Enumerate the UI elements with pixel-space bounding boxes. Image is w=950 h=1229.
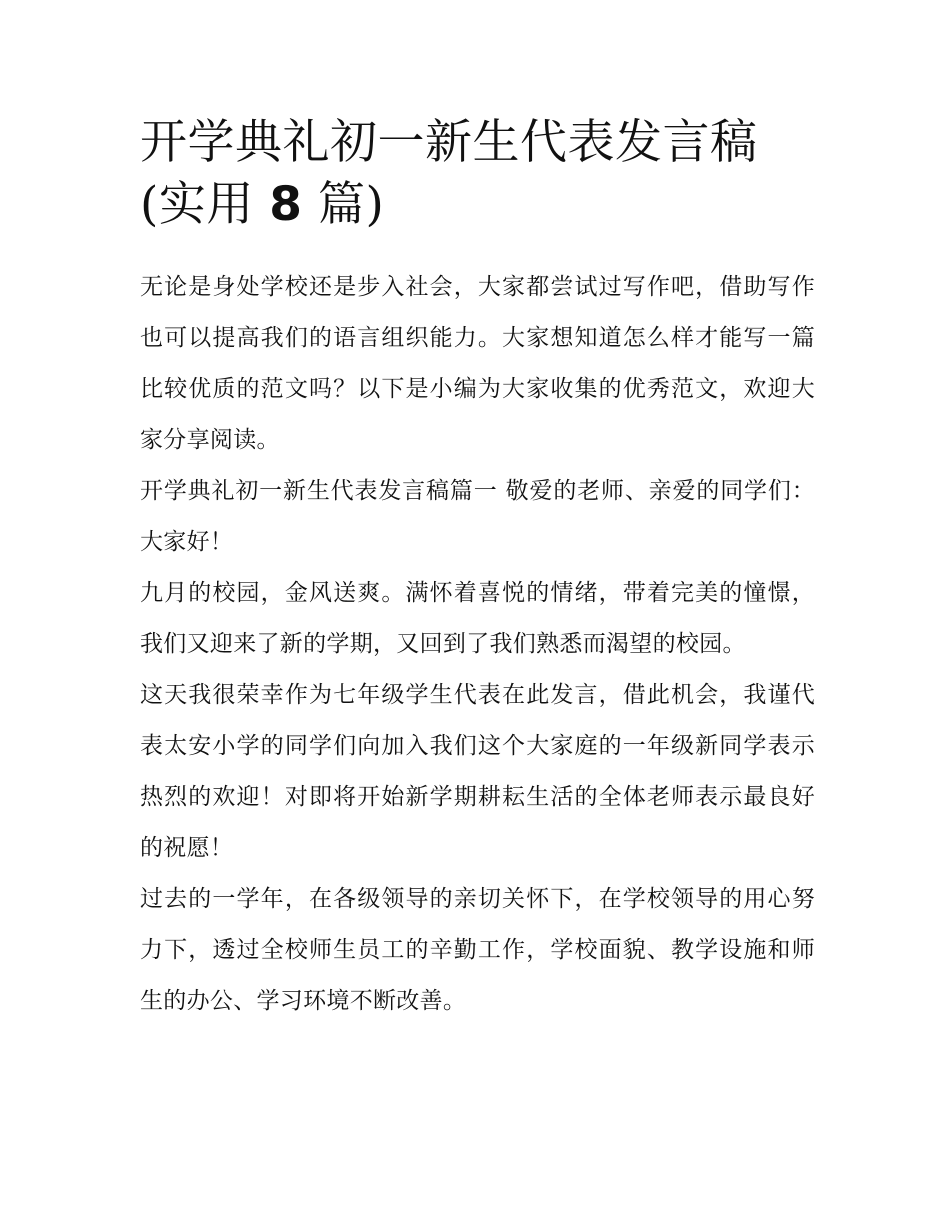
paragraph-september: 九月的校园，金风送爽。满怀着喜悦的情绪，带着完美的憧憬，我们又迎来了新的学期，又回到了我们熟悉而渴望的校园。 <box>140 580 815 657</box>
document-body <box>140 262 815 1027</box>
paragraph-intro: 无论是身处学校还是步入社会，大家都尝试过写作吧，借助写作也可以提高我们的语言组织能力。大家想知道怎么样才能写一篇比较优质的范文吗？以下是小编为大家收集的优秀范文，欢迎大家分享阅读。 <box>140 274 815 453</box>
title-line-2-close: 篇) <box>317 177 385 232</box>
paragraph-greeting: 开学典礼初一新生代表发言稿篇一 敬爱的老师、亲爱的同学们： 大家好！ <box>140 478 815 555</box>
title-line-1: 开学典礼初一新生代表发言稿 <box>140 115 758 170</box>
paragraph-welcome: 这天我很荣幸作为七年级学生代表在此发言，借此机会，我谨代表太安小学的同学们向加入我们这个大家庭的一年级新同学表示热烈的欢迎！对即将开始新学期耕耘生活的全体老师表示最良好的祝愿！ <box>140 682 815 861</box>
title-line-2-number: 8 <box>269 177 303 232</box>
document-content <box>140 112 815 1027</box>
title-line-2-open: (实用 <box>140 177 254 232</box>
paragraph-past-year: 过去的一学年，在各级领导的亲切关怀下，在学校领导的用心努力下，透过全校师生员工的辛勤工作，学校面貌、教学设施和师生的办公、学习环境不断改善。 <box>140 886 815 1014</box>
document-title <box>140 112 815 236</box>
